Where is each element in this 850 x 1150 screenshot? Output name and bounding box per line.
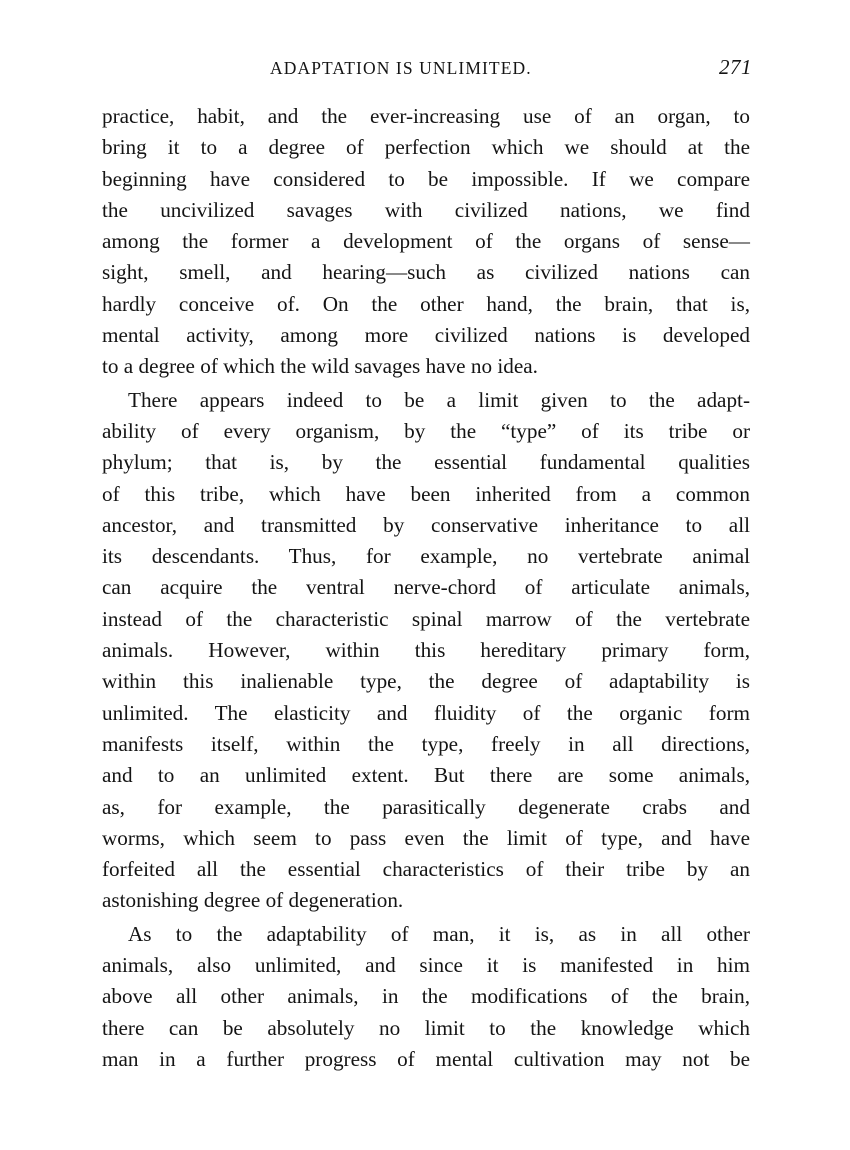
text-line: manifests itself, within the type, freely in all directions, <box>102 731 750 756</box>
text-line: As to the adaptability of man, it is, as in all other <box>128 921 750 946</box>
text-line: bring it to a degree of perfection which we should at the <box>102 135 750 160</box>
text-line: its descendants. Thus, for example, no vertebrate animal <box>102 544 750 569</box>
paragraph <box>102 919 750 1075</box>
running-head <box>102 55 752 86</box>
text-line: astonishing degree of degeneration. <box>102 888 404 913</box>
text-line: above all other animals, in the modifications of the brain, <box>102 984 750 1009</box>
text-line: can acquire the ventral nerve-chord of articulate animals, <box>102 575 750 600</box>
running-title: ADAPTATION IS UNLIMITED. <box>270 58 532 78</box>
text-line: among the former a development of the organs of sense— <box>102 229 750 254</box>
text-line: man in a further progress of mental cultivation may not be <box>102 1046 750 1071</box>
text-line: worms, which seem to pass even the limit of type, and have <box>102 825 750 850</box>
text-line: within this inalienable type, the degree of adaptability is <box>102 669 750 694</box>
text-line: to a degree of which the wild savages have no idea. <box>102 354 538 379</box>
paragraph <box>102 101 750 383</box>
text-line: instead of the characteristic spinal marrow of the vertebrate <box>102 606 750 631</box>
text-line: There appears indeed to be a limit given to the adapt- <box>128 387 750 412</box>
text-line: the uncivilized savages with civilized nations, we find <box>102 197 750 222</box>
page-number: 271 <box>719 55 752 79</box>
text-line: hardly conceive of. On the other hand, the brain, that is, <box>102 291 750 316</box>
paragraph <box>102 385 750 917</box>
body-text <box>102 101 750 1075</box>
text-line: forfeited all the essential characteristics of their tribe by an <box>102 857 750 882</box>
text-line: practice, habit, and the ever-increasing use of an organ, to <box>102 104 750 128</box>
text-line: animals, also unlimited, and since it is manifested in him <box>102 953 750 978</box>
text-line: sight, smell, and hearing—such as civilized nations can <box>102 260 750 285</box>
text-line: ability of every organism, by the “type” of its tribe or <box>102 418 750 443</box>
text-line: there can be absolutely no limit to the knowledge which <box>102 1015 750 1040</box>
text-line: phylum; that is, by the essential fundamental qualities <box>102 450 750 475</box>
text-line: beginning have considered to be impossible. If we compare <box>102 166 750 191</box>
text-line: animals. However, within this hereditary primary form, <box>102 638 750 663</box>
text-line: ancestor, and transmitted by conservative inheritance to all <box>102 512 750 537</box>
text-line: as, for example, the parasitically degenerate crabs and <box>102 794 750 819</box>
text-line: and to an unlimited extent. But there are some animals, <box>102 763 750 788</box>
text-line: of this tribe, which have been inherited from a common <box>102 481 750 506</box>
text-line: mental activity, among more civilized nations is developed <box>102 323 750 348</box>
text-line: unlimited. The elasticity and fluidity of the organic form <box>102 700 750 725</box>
